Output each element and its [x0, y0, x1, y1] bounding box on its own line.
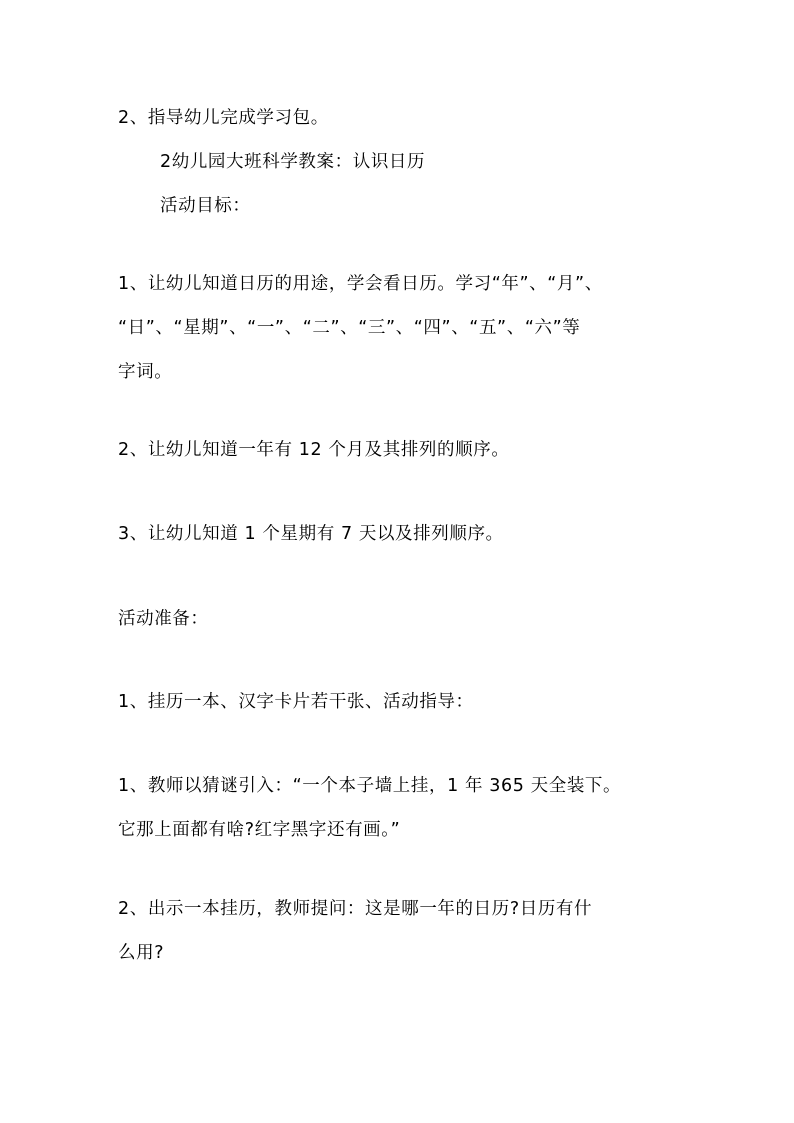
text-line: 么用?	[118, 943, 165, 963]
text-line: 3、让幼儿知道 1 个星期有 7 天以及排列顺序。	[118, 524, 504, 544]
text-line: 字词。	[118, 362, 173, 382]
text-line: 活动准备：	[118, 609, 209, 629]
text-line: 1、挂历一本、汉字卡片若干张、活动指导：	[118, 692, 474, 712]
text-line: 它那上面都有啥?红字黑字还有画。”	[118, 820, 401, 840]
text-line: 1、教师以猜谜引入：“一个本子墙上挂，1 年 365 天全装下。	[118, 776, 622, 796]
text-line: 2、出示一本挂历，教师提问：这是哪一年的日历?日历有什	[118, 899, 593, 919]
text-line: 1、让幼儿知道日历的用途，学会看日历。学习“年”、“月”、	[118, 274, 603, 294]
text-line: 2幼儿园大班科学教案：认识日历	[160, 152, 426, 172]
text-line: 活动目标：	[160, 196, 251, 216]
text-line: 2、指导幼儿完成学习包。	[118, 108, 329, 128]
text-line: “日”、“星期”、“一”、“二”、“三”、“四”、“五”、“六”等	[118, 318, 581, 338]
text-line: 2、让幼儿知道一年有 12 个月及其排列的顺序。	[118, 440, 510, 460]
